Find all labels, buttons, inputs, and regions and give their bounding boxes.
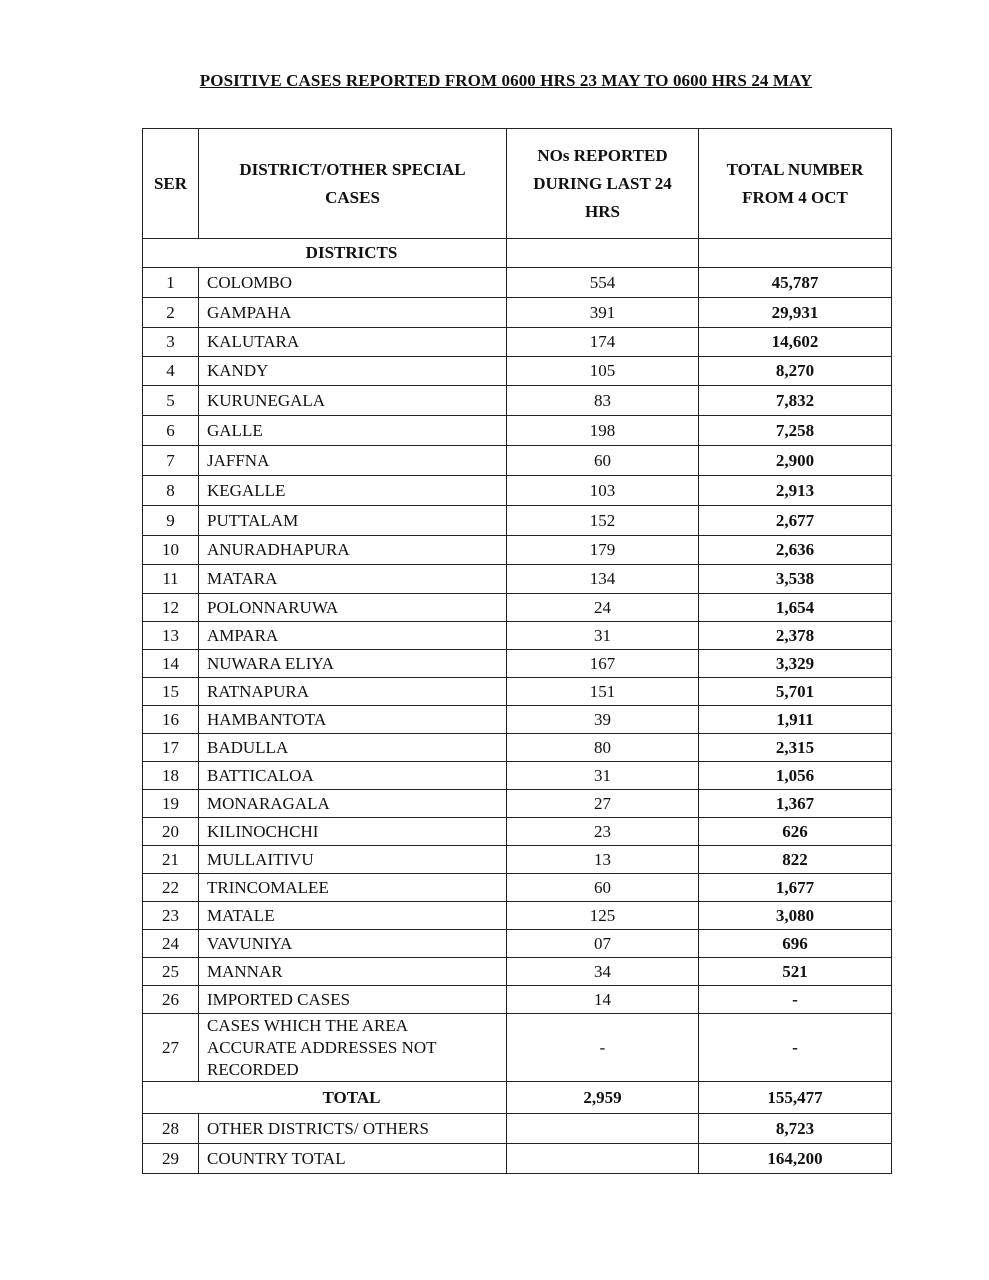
- footer-ser: 28: [143, 1114, 199, 1144]
- row-reported: 27: [507, 790, 699, 818]
- row-district-name: KALUTARA: [199, 328, 507, 357]
- row-total: 1,056: [699, 762, 892, 790]
- row-ser: 22: [143, 874, 199, 902]
- row-ser: 18: [143, 762, 199, 790]
- footer-row: [143, 1144, 892, 1174]
- row-total: 1,677: [699, 874, 892, 902]
- row-ser: 27: [143, 1014, 199, 1082]
- row-ser: 13: [143, 622, 199, 650]
- row-district-name: NUWARA ELIYA: [199, 650, 507, 678]
- table-row: [143, 790, 892, 818]
- table-row: [143, 678, 892, 706]
- table-row: [143, 565, 892, 594]
- header-ser: SER: [143, 129, 199, 239]
- footer-name: COUNTRY TOTAL: [199, 1144, 507, 1174]
- row-district-name: KURUNEGALA: [199, 386, 507, 416]
- table-row: [143, 476, 892, 506]
- row-district-name: VAVUNIYA: [199, 930, 507, 958]
- row-reported: 83: [507, 386, 699, 416]
- row-ser: 11: [143, 565, 199, 594]
- row-total: 1,654: [699, 594, 892, 622]
- row-district-name: JAFFNA: [199, 446, 507, 476]
- row-ser: 8: [143, 476, 199, 506]
- row-reported: 60: [507, 874, 699, 902]
- row-district-name: MATALE: [199, 902, 507, 930]
- total-reported: 2,959: [507, 1082, 699, 1114]
- table-row: [143, 986, 892, 1014]
- row-total: 3,329: [699, 650, 892, 678]
- row-reported: 31: [507, 762, 699, 790]
- row-district-name: KANDY: [199, 357, 507, 386]
- row-ser: 12: [143, 594, 199, 622]
- table-row: [143, 734, 892, 762]
- row-district-name: PUTTALAM: [199, 506, 507, 536]
- row-ser: 25: [143, 958, 199, 986]
- footer-total: 164,200: [699, 1144, 892, 1174]
- table-body: [143, 239, 892, 1174]
- row-reported: 24: [507, 594, 699, 622]
- row-reported: 167: [507, 650, 699, 678]
- row-ser: 2: [143, 298, 199, 328]
- footer-reported: [507, 1114, 699, 1144]
- row-district-name: BADULLA: [199, 734, 507, 762]
- table-row: [143, 958, 892, 986]
- group-row: [143, 239, 892, 268]
- row-total: 2,900: [699, 446, 892, 476]
- row-district-name: HAMBANTOTA: [199, 706, 507, 734]
- row-total: 1,367: [699, 790, 892, 818]
- row-district-name: KEGALLE: [199, 476, 507, 506]
- row-reported: 134: [507, 565, 699, 594]
- table-row: [143, 874, 892, 902]
- table-row: [143, 930, 892, 958]
- row-ser: 10: [143, 536, 199, 565]
- row-total: 14,602: [699, 328, 892, 357]
- row-reported: 125: [507, 902, 699, 930]
- row-district-name: CASES WHICH THE AREA ACCURATE ADDRESSES NOT RECORDED: [199, 1014, 507, 1082]
- row-reported: 152: [507, 506, 699, 536]
- table-row: [143, 268, 892, 298]
- table-row: [143, 594, 892, 622]
- row-reported: 103: [507, 476, 699, 506]
- footer-name: OTHER DISTRICTS/ OTHERS: [199, 1114, 507, 1144]
- row-reported: 31: [507, 622, 699, 650]
- row-reported: 105: [507, 357, 699, 386]
- row-district-name: KILINOCHCHI: [199, 818, 507, 846]
- row-district-name: GAMPAHA: [199, 298, 507, 328]
- row-total: 1,911: [699, 706, 892, 734]
- row-ser: 1: [143, 268, 199, 298]
- row-total: 626: [699, 818, 892, 846]
- table-row: [143, 357, 892, 386]
- row-ser: 21: [143, 846, 199, 874]
- row-total: 3,080: [699, 902, 892, 930]
- row-total: 822: [699, 846, 892, 874]
- row-total: 2,315: [699, 734, 892, 762]
- row-ser: 23: [143, 902, 199, 930]
- row-district-name: MANNAR: [199, 958, 507, 986]
- row-ser: 16: [143, 706, 199, 734]
- row-total: -: [699, 1014, 892, 1082]
- table-row: [143, 706, 892, 734]
- page-title: POSITIVE CASES REPORTED FROM 0600 HRS 23 MAY TO 0600 HRS 24 MAY: [199, 71, 813, 90]
- row-total: 29,931: [699, 298, 892, 328]
- row-district-name: IMPORTED CASES: [199, 986, 507, 1014]
- row-district-name: POLONNARUWA: [199, 594, 507, 622]
- row-district-name: RATNAPURA: [199, 678, 507, 706]
- row-reported: 391: [507, 298, 699, 328]
- row-total: 3,538: [699, 565, 892, 594]
- total-total: 155,477: [699, 1082, 892, 1114]
- row-total: 2,378: [699, 622, 892, 650]
- table-row: [143, 902, 892, 930]
- header-reported: NOs REPORTED DURING LAST 24 HRS: [507, 129, 699, 239]
- row-total: 2,677: [699, 506, 892, 536]
- table-row: [143, 762, 892, 790]
- row-district-name: GALLE: [199, 416, 507, 446]
- row-ser: 19: [143, 790, 199, 818]
- table-row: [143, 622, 892, 650]
- row-district-name: MULLAITIVU: [199, 846, 507, 874]
- header-row: [143, 129, 892, 239]
- row-total: 8,270: [699, 357, 892, 386]
- row-district-name: ANURADHAPURA: [199, 536, 507, 565]
- row-reported: 198: [507, 416, 699, 446]
- table-row: [143, 536, 892, 565]
- table-row: [143, 298, 892, 328]
- row-total: -: [699, 986, 892, 1014]
- table-row: [143, 818, 892, 846]
- row-total: 2,636: [699, 536, 892, 565]
- table-row: [143, 506, 892, 536]
- header-district: DISTRICT/OTHER SPECIAL CASES: [199, 129, 507, 239]
- row-reported: 174: [507, 328, 699, 357]
- row-total: 7,832: [699, 386, 892, 416]
- row-reported: 14: [507, 986, 699, 1014]
- row-ser: 14: [143, 650, 199, 678]
- row-total: 2,913: [699, 476, 892, 506]
- row-reported: 179: [507, 536, 699, 565]
- row-reported: -: [507, 1014, 699, 1082]
- row-ser: 3: [143, 328, 199, 357]
- row-district-name: AMPARA: [199, 622, 507, 650]
- row-reported: 554: [507, 268, 699, 298]
- group-empty-total: [699, 239, 892, 268]
- row-reported: 39: [507, 706, 699, 734]
- row-ser: 26: [143, 986, 199, 1014]
- total-row: [143, 1082, 892, 1114]
- row-ser: 6: [143, 416, 199, 446]
- cases-table: [142, 128, 892, 1174]
- table-row: [143, 328, 892, 357]
- row-ser: 24: [143, 930, 199, 958]
- table-row: [143, 416, 892, 446]
- row-ser: 5: [143, 386, 199, 416]
- table-row: [143, 386, 892, 416]
- row-ser: 17: [143, 734, 199, 762]
- row-reported: 13: [507, 846, 699, 874]
- row-reported: 23: [507, 818, 699, 846]
- row-ser: 15: [143, 678, 199, 706]
- row-reported: 80: [507, 734, 699, 762]
- row-ser: 7: [143, 446, 199, 476]
- group-label: DISTRICTS: [143, 239, 507, 268]
- row-reported: 34: [507, 958, 699, 986]
- row-district-name: COLOMBO: [199, 268, 507, 298]
- row-ser: 9: [143, 506, 199, 536]
- row-total: 696: [699, 930, 892, 958]
- footer-total: 8,723: [699, 1114, 892, 1144]
- header-total: TOTAL NUMBER FROM 4 OCT: [699, 129, 892, 239]
- table-row: [143, 446, 892, 476]
- group-empty-reported: [507, 239, 699, 268]
- row-total: 5,701: [699, 678, 892, 706]
- row-total: 521: [699, 958, 892, 986]
- row-district-name: MATARA: [199, 565, 507, 594]
- footer-ser: 29: [143, 1144, 199, 1174]
- row-ser: 20: [143, 818, 199, 846]
- row-total: 45,787: [699, 268, 892, 298]
- footer-reported: [507, 1144, 699, 1174]
- row-reported: 151: [507, 678, 699, 706]
- total-label: TOTAL: [143, 1082, 507, 1114]
- row-district-name: BATTICALOA: [199, 762, 507, 790]
- footer-row: [143, 1114, 892, 1144]
- table-row: [143, 650, 892, 678]
- row-reported: 60: [507, 446, 699, 476]
- row-total: 7,258: [699, 416, 892, 446]
- row-district-name: MONARAGALA: [199, 790, 507, 818]
- table-row: [143, 846, 892, 874]
- row-reported: 07: [507, 930, 699, 958]
- row-ser: 4: [143, 357, 199, 386]
- row-district-name: TRINCOMALEE: [199, 874, 507, 902]
- table-row: [143, 1014, 892, 1082]
